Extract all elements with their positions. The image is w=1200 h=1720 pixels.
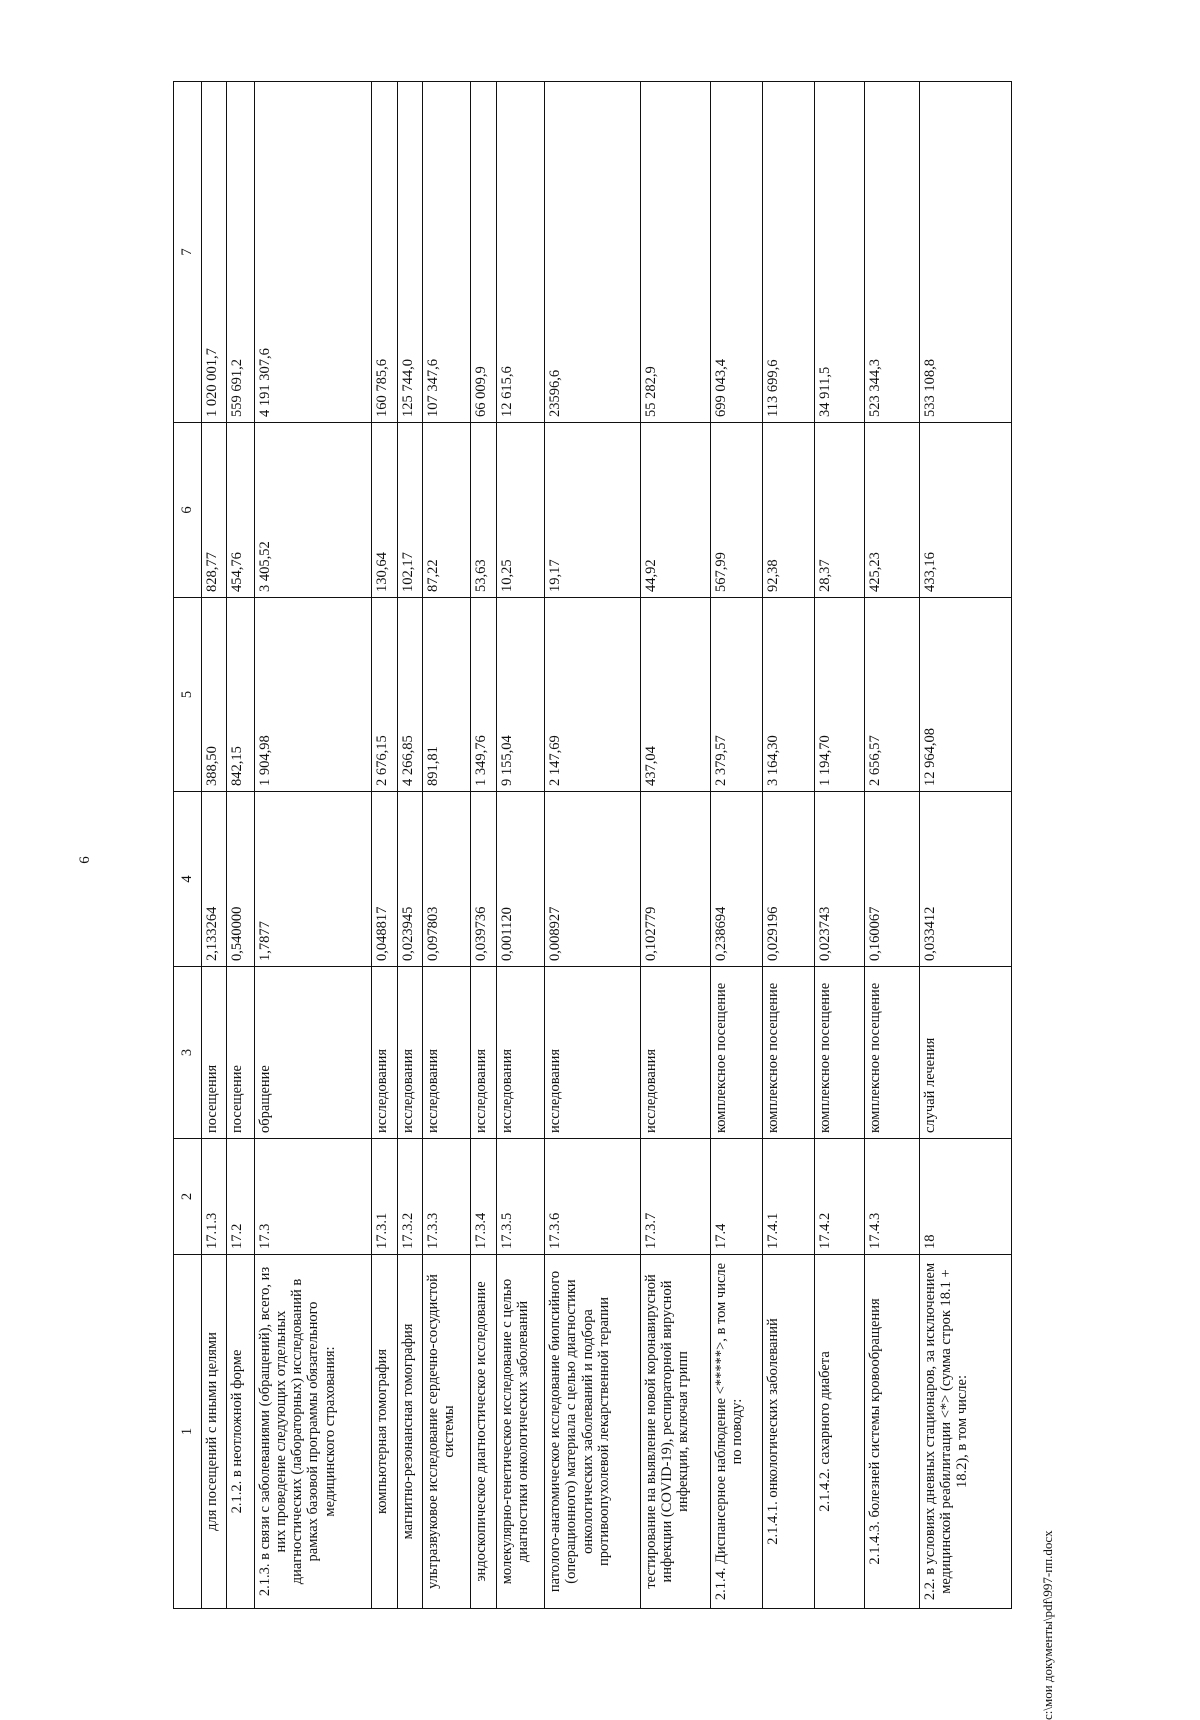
cell-value: 388,50 [201, 598, 226, 792]
cell-value: 19,17 [545, 423, 641, 598]
cell-value: 1 904,98 [254, 598, 372, 792]
cell-description: магнитно-резонансная томография [397, 1255, 422, 1609]
cell-line-number: 17.4.3 [865, 1139, 919, 1255]
cell-value: 2,133264 [201, 792, 226, 967]
cell-unit: случай лечения [919, 967, 1011, 1139]
cell-value: 2 147,69 [545, 598, 641, 792]
cell-line-number: 17.3.3 [422, 1139, 470, 1255]
cell-value: 0,160067 [865, 792, 919, 967]
cell-description: 2.1.2. в неотложной форме [227, 1255, 255, 1609]
cell-line-number: 17.3.7 [640, 1139, 710, 1255]
cell-value: 0,048817 [372, 792, 397, 967]
cell-unit: комплексное посещение [762, 967, 814, 1139]
cell-value: 891,81 [422, 598, 470, 792]
cell-unit: посещение [227, 967, 255, 1139]
cell-value: 92,38 [762, 423, 814, 598]
cell-value: 55 282,9 [640, 82, 710, 423]
cell-unit: комплексное посещение [865, 967, 919, 1139]
cell-value: 454,76 [227, 423, 255, 598]
cell-line-number: 17.3.2 [397, 1139, 422, 1255]
table-header-row [174, 82, 202, 1609]
cell-value: 10,25 [496, 423, 544, 598]
cell-value: 1 349,76 [471, 598, 496, 792]
table-row [865, 82, 919, 1609]
cell-value: 66 009,9 [471, 82, 496, 423]
table-row [471, 82, 496, 1609]
cell-line-number: 17.4.2 [814, 1139, 865, 1255]
header-cell: 3 [174, 967, 202, 1139]
header-cell: 1 [174, 1255, 202, 1609]
table-row [201, 82, 226, 1609]
table-row [227, 82, 255, 1609]
cell-value: 699 043,4 [711, 82, 763, 423]
cell-value: 4 266,85 [397, 598, 422, 792]
cell-value: 0,023945 [397, 792, 422, 967]
table-row [640, 82, 710, 1609]
table-row [919, 82, 1011, 1609]
cell-value: 34 911,5 [814, 82, 865, 423]
cell-unit: исследования [397, 967, 422, 1139]
cell-value: 3 405,52 [254, 423, 372, 598]
cell-value: 23596,6 [545, 82, 641, 423]
cell-value: 533 108,8 [919, 82, 1011, 423]
cell-unit: исследования [372, 967, 397, 1139]
cell-value: 1 194,70 [814, 598, 865, 792]
cell-value: 1 020 001,7 [201, 82, 226, 423]
cell-value: 160 785,6 [372, 82, 397, 423]
cell-value: 9 155,04 [496, 598, 544, 792]
header-cell: 4 [174, 792, 202, 967]
cell-value: 87,22 [422, 423, 470, 598]
cell-value: 437,04 [640, 598, 710, 792]
cell-value: 0,008927 [545, 792, 641, 967]
cell-description: тестирование на выявление новой коронавирусной инфекции (COVID-19), респираторной вирусной инфекции, включая грипп [640, 1255, 710, 1609]
cell-line-number: 17.3 [254, 1139, 372, 1255]
cell-value: 0,033412 [919, 792, 1011, 967]
cell-value: 1,7877 [254, 792, 372, 967]
cell-line-number: 17.3.6 [545, 1139, 641, 1255]
cell-value: 28,37 [814, 423, 865, 598]
cell-value: 125 744,0 [397, 82, 422, 423]
cell-description: 2.1.4. Диспансерное наблюдение <*****>, в том числе по поводу: [711, 1255, 763, 1609]
cell-value: 559 691,2 [227, 82, 255, 423]
cell-description: ультразвуковое исследование сердечно-сосудистой системы [422, 1255, 470, 1609]
cell-value: 130,64 [372, 423, 397, 598]
data-table [173, 81, 1012, 1609]
table-row [545, 82, 641, 1609]
cell-value: 113 699,6 [762, 82, 814, 423]
table-row [762, 82, 814, 1609]
cell-line-number: 17.4.1 [762, 1139, 814, 1255]
cell-value: 53,63 [471, 423, 496, 598]
cell-value: 12 615,6 [496, 82, 544, 423]
cell-value: 0,540000 [227, 792, 255, 967]
table-row [254, 82, 372, 1609]
table-row [814, 82, 865, 1609]
cell-description: 2.2. в условиях дневных стационаров, за исключением медицинской реабилитации <*> (сумма строк 18.1 + 18.2), в том числе: [919, 1255, 1011, 1609]
cell-value: 842,15 [227, 598, 255, 792]
cell-value: 3 164,30 [762, 598, 814, 792]
table-row [422, 82, 470, 1609]
cell-value: 44,92 [640, 423, 710, 598]
cell-description: для посещений с иными целями [201, 1255, 226, 1609]
rotated-table-container [173, 82, 1012, 1609]
footer-file-path: c:\мои документы\pdf\997-пп.docx [1040, 1530, 1055, 1720]
cell-description: 2.1.4.3. болезней системы кровообращения [865, 1255, 919, 1609]
table-row [372, 82, 397, 1609]
cell-unit: исследования [545, 967, 641, 1139]
cell-value: 102,17 [397, 423, 422, 598]
cell-line-number: 17.3.5 [496, 1139, 544, 1255]
cell-line-number: 17.3.4 [471, 1139, 496, 1255]
cell-value: 0,039736 [471, 792, 496, 967]
cell-line-number: 18 [919, 1139, 1011, 1255]
cell-description: молекулярно-генетическое исследование с целью диагностики онкологических заболеваний [496, 1255, 544, 1609]
cell-description: компьютерная томография [372, 1255, 397, 1609]
header-cell: 7 [174, 82, 202, 423]
cell-description: эндоскопическое диагностическое исследование [471, 1255, 496, 1609]
cell-line-number: 17.4 [711, 1139, 763, 1255]
cell-unit: обращение [254, 967, 372, 1139]
cell-value: 433,16 [919, 423, 1011, 598]
cell-unit: исследования [471, 967, 496, 1139]
table-row [496, 82, 544, 1609]
header-cell: 6 [174, 423, 202, 598]
cell-value: 0,001120 [496, 792, 544, 967]
cell-value: 0,238694 [711, 792, 763, 967]
cell-value: 2 656,57 [865, 598, 919, 792]
cell-line-number: 17.2 [227, 1139, 255, 1255]
cell-value: 828,77 [201, 423, 226, 598]
cell-value: 107 347,6 [422, 82, 470, 423]
cell-description: патолого-анатомическое исследование биопсийного (операционного) материала с целью диагностики онкологических заболеваний и подбора противоопухолевой лекарственной терапии [545, 1255, 641, 1609]
cell-value: 425,23 [865, 423, 919, 598]
cell-value: 0,023743 [814, 792, 865, 967]
cell-value: 0,097803 [422, 792, 470, 967]
header-cell: 2 [174, 1139, 202, 1255]
cell-unit: комплексное посещение [711, 967, 763, 1139]
cell-line-number: 17.3.1 [372, 1139, 397, 1255]
cell-value: 0,102779 [640, 792, 710, 967]
cell-unit: исследования [496, 967, 544, 1139]
cell-value: 4 191 307,6 [254, 82, 372, 423]
header-cell: 5 [174, 598, 202, 792]
cell-unit: исследования [422, 967, 470, 1139]
cell-unit: исследования [640, 967, 710, 1139]
cell-value: 567,99 [711, 423, 763, 598]
cell-value: 2 379,57 [711, 598, 763, 792]
table-row [711, 82, 763, 1609]
cell-value: 2 676,15 [372, 598, 397, 792]
page-number: 6 [77, 856, 93, 864]
cell-unit: посещения [201, 967, 226, 1139]
cell-value: 12 964,08 [919, 598, 1011, 792]
cell-value: 523 344,3 [865, 82, 919, 423]
cell-description: 2.1.4.1. онкологических заболеваний [762, 1255, 814, 1609]
cell-value: 0,029196 [762, 792, 814, 967]
cell-unit: комплексное посещение [814, 967, 865, 1139]
cell-line-number: 17.1.3 [201, 1139, 226, 1255]
table-frame [173, 82, 1012, 1609]
cell-description: 2.1.4.2. сахарного диабета [814, 1255, 865, 1609]
cell-description: 2.1.3. в связи с заболеваниями (обращений), всего, из них проведение следующих отдельных диагностических (лабораторных) исследований в рамках базовой программы обязательного медицинского страхования: [254, 1255, 372, 1609]
table-row [397, 82, 422, 1609]
